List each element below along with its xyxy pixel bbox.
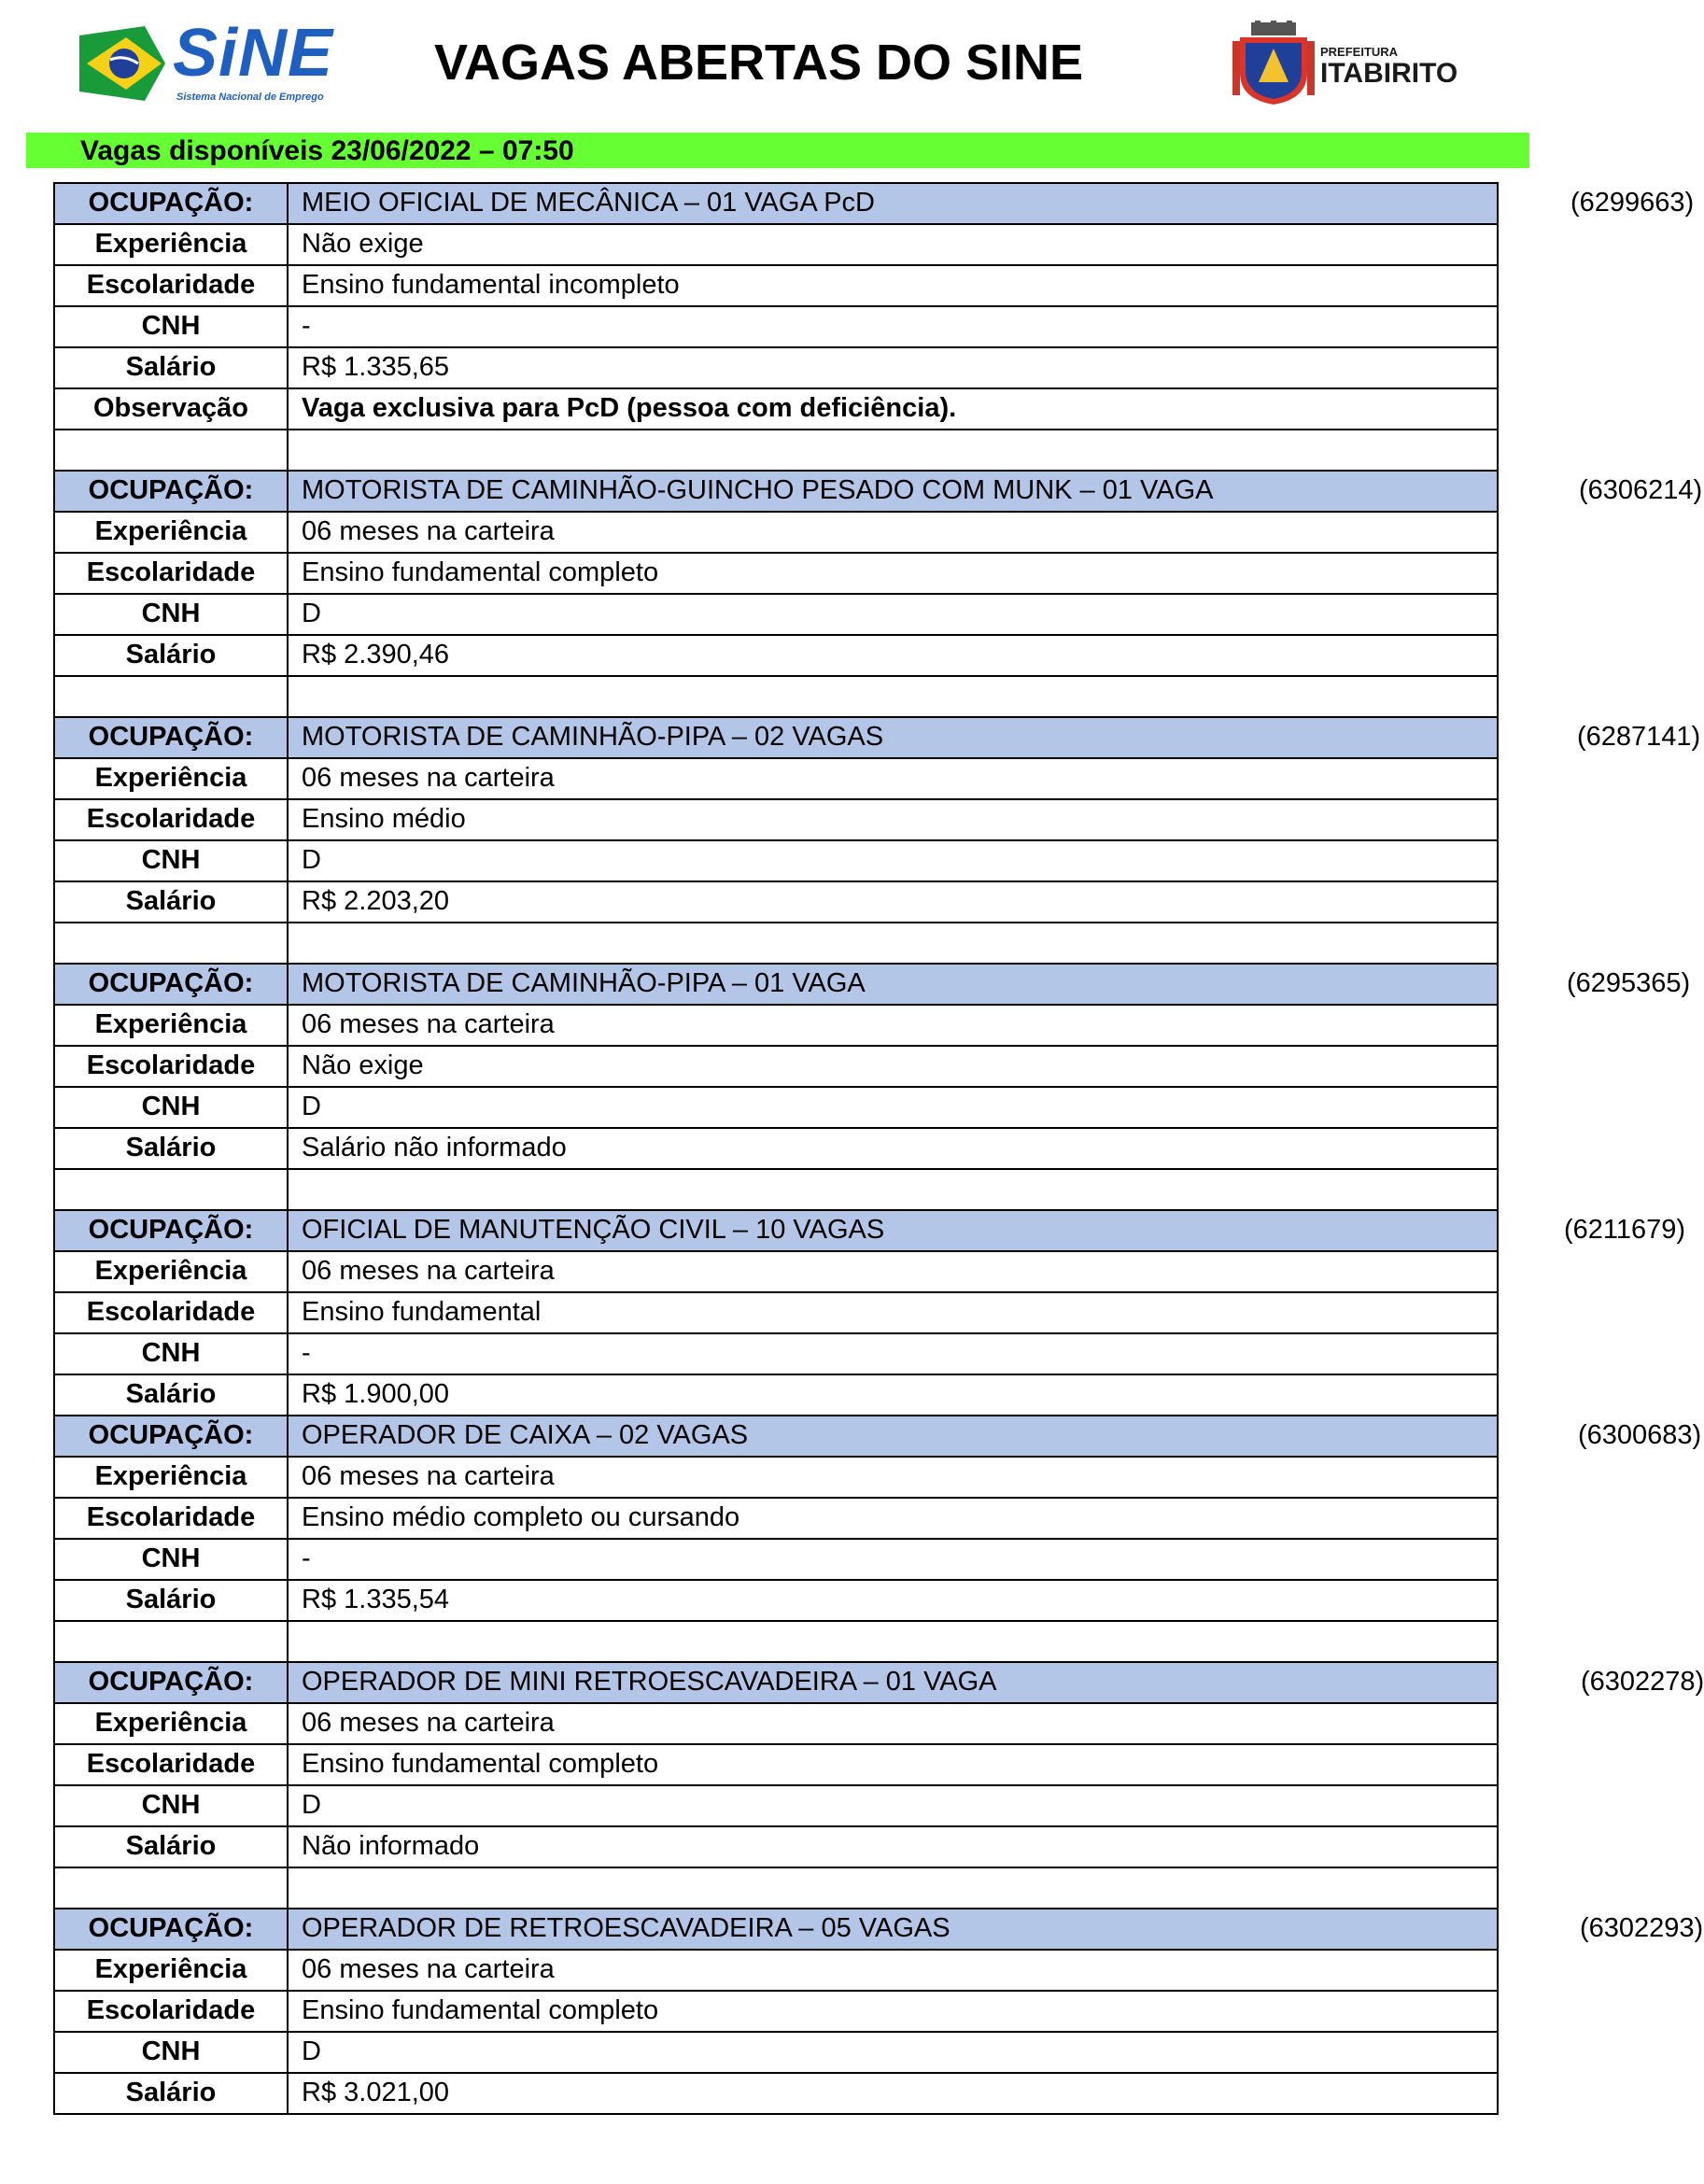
education-value: Ensino fundamental completo <box>302 1749 659 1779</box>
salary-label: Salário <box>55 636 289 675</box>
salary-value: R$ 1.900,00 <box>302 1379 450 1409</box>
education-label: Escolaridade <box>55 1047 289 1086</box>
education-value: Ensino fundamental completo <box>302 1995 659 2025</box>
license-label: CNH <box>55 2033 289 2072</box>
occupation-label: OCUPAÇÃO: <box>55 1663 289 1702</box>
sine-logo-text: SiNE <box>173 16 334 91</box>
job-occupation-row <box>55 184 1695 225</box>
salary-label: Salário <box>55 1581 289 1620</box>
education-value: Ensino médio <box>302 804 466 834</box>
education-label: Escolaridade <box>55 1745 289 1784</box>
spacer-row <box>55 1868 1497 1909</box>
prefeitura-logo <box>1232 21 1466 106</box>
spacer-row <box>55 923 1497 965</box>
education-row <box>55 554 1497 595</box>
experience-label: Experiência <box>55 1252 289 1291</box>
license-row <box>55 2033 1497 2074</box>
education-row <box>55 1992 1497 2033</box>
occupation-label: OCUPAÇÃO: <box>55 1909 289 1949</box>
salary-label: Salário <box>55 348 289 387</box>
experience-label: Experiência <box>55 1458 289 1497</box>
occupation-title <box>289 1416 1702 1456</box>
education-row <box>55 1047 1497 1088</box>
license-label: CNH <box>55 1334 289 1374</box>
job-code: (6295365) <box>1567 968 1691 998</box>
salary-value: R$ 2.390,46 <box>302 640 450 669</box>
license-value: - <box>302 311 311 341</box>
experience-value: 06 meses na carteira <box>302 516 555 546</box>
observation-row <box>55 389 1497 430</box>
occupation-title-text: MOTORISTA DE CAMINHÃO-PIPA – 02 VAGAS <box>302 722 884 752</box>
education-label: Escolaridade <box>55 800 289 839</box>
salary-label: Salário <box>55 2074 289 2113</box>
license-row <box>55 1088 1497 1129</box>
job-code: (6302293) <box>1580 1913 1704 1943</box>
occupation-title-text: MOTORISTA DE CAMINHÃO-PIPA – 01 VAGA <box>302 968 866 998</box>
job-code: (6302278) <box>1581 1667 1704 1697</box>
job-code: (6211679) <box>1564 1215 1686 1245</box>
education-value: Não exige <box>302 1050 424 1080</box>
experience-label: Experiência <box>55 1704 289 1743</box>
salary-value: R$ 1.335,54 <box>302 1585 450 1614</box>
date-banner <box>26 133 1529 168</box>
experience-value: 06 meses na carteira <box>302 1009 555 1039</box>
job-occupation-row <box>55 965 1691 1006</box>
license-value: D <box>302 1092 321 1121</box>
license-row <box>55 1786 1497 1827</box>
experience-value: 06 meses na carteira <box>302 1708 555 1738</box>
education-label: Escolaridade <box>55 1992 289 2031</box>
occupation-title-text: OPERADOR DE RETROESCAVADEIRA – 05 VAGAS <box>302 1913 951 1943</box>
salary-row <box>55 1827 1497 1868</box>
experience-label: Experiência <box>55 513 289 552</box>
salary-row <box>55 2074 1497 2115</box>
experience-value: 06 meses na carteira <box>302 1954 555 1984</box>
license-value: - <box>302 1543 311 1573</box>
experience-row <box>55 759 1497 800</box>
education-value: Ensino fundamental completo <box>302 557 659 587</box>
experience-row <box>55 1458 1497 1499</box>
sine-logo-subtitle: Sistema Nacional de Emprego <box>176 92 324 103</box>
occupation-label: OCUPAÇÃO: <box>55 184 289 223</box>
salary-value: Salário não informado <box>302 1133 567 1162</box>
city-name: ITABIRITO <box>1320 58 1458 89</box>
license-label: CNH <box>55 1540 289 1579</box>
education-label: Escolaridade <box>55 1499 289 1538</box>
salary-row <box>55 1581 1497 1622</box>
occupation-title-text: MEIO OFICIAL DE MECÂNICA – 01 VAGA PcD <box>302 188 875 218</box>
spacer-row <box>55 430 1497 472</box>
salary-row <box>55 1129 1497 1170</box>
license-value: D <box>302 599 321 628</box>
license-value: - <box>302 1338 311 1368</box>
occupation-label: OCUPAÇÃO: <box>55 1416 289 1456</box>
page-title: VAGAS ABERTAS DO SINE <box>434 35 1084 91</box>
education-value: Ensino fundamental <box>302 1297 542 1327</box>
license-label: CNH <box>55 595 289 634</box>
occupation-title-text: MOTORISTA DE CAMINHÃO-GUINCHO PESADO COM MUNK – 01 VAGA <box>302 475 1214 505</box>
salary-row <box>55 636 1497 677</box>
experience-value: Não exige <box>302 229 424 259</box>
observation-label: Observação <box>55 389 289 429</box>
brazil-flag-icon <box>79 26 165 101</box>
salary-value: R$ 2.203,20 <box>302 886 450 916</box>
salary-row <box>55 1375 1497 1416</box>
salary-value: R$ 1.335,65 <box>302 352 450 382</box>
license-row <box>55 841 1497 882</box>
experience-label: Experiência <box>55 1006 289 1045</box>
jobs-table <box>53 182 1704 2115</box>
salary-value: R$ 3.021,00 <box>302 2078 450 2107</box>
city-crest-icon <box>1232 21 1315 106</box>
education-row <box>55 266 1497 307</box>
occupation-label: OCUPAÇÃO: <box>55 1211 289 1250</box>
license-label: CNH <box>55 841 289 881</box>
education-label: Escolaridade <box>55 554 289 593</box>
occupation-title-text: OPERADOR DE CAIXA – 02 VAGAS <box>302 1420 749 1450</box>
spacer-row <box>55 1170 1497 1211</box>
occupation-title-text: OPERADOR DE MINI RETROESCAVADEIRA – 01 VAGA <box>302 1667 997 1697</box>
salary-label: Salário <box>55 882 289 922</box>
sine-logo <box>79 16 341 106</box>
spacer-row <box>55 1622 1497 1663</box>
salary-row <box>55 348 1497 389</box>
occupation-label: OCUPAÇÃO: <box>55 718 289 757</box>
experience-label: Experiência <box>55 225 289 264</box>
spacer-row <box>55 677 1497 718</box>
experience-label: Experiência <box>55 759 289 798</box>
education-value: Ensino médio completo ou cursando <box>302 1502 740 1532</box>
occupation-title <box>289 1211 1686 1250</box>
occupation-title <box>289 718 1701 757</box>
license-row <box>55 1334 1497 1375</box>
job-occupation-row <box>55 1416 1702 1458</box>
occupation-title <box>289 965 1691 1004</box>
license-label: CNH <box>55 1786 289 1825</box>
license-value: D <box>302 845 321 875</box>
license-row <box>55 595 1497 636</box>
occupation-title <box>289 184 1695 223</box>
license-row <box>55 1540 1497 1581</box>
salary-label: Salário <box>55 1129 289 1168</box>
job-occupation-row <box>55 1909 1704 1951</box>
occupation-title <box>289 1663 1704 1702</box>
date-banner-text: Vagas disponíveis 23/06/2022 – 07:50 <box>80 135 574 166</box>
occupation-title-text: OFICIAL DE MANUTENÇÃO CIVIL – 10 VAGAS <box>302 1215 885 1245</box>
education-row <box>55 800 1497 841</box>
license-row <box>55 307 1497 348</box>
license-value: D <box>302 2036 321 2066</box>
salary-value: Não informado <box>302 1831 480 1861</box>
job-code: (6287141) <box>1577 722 1701 752</box>
job-occupation-row <box>55 1663 1704 1704</box>
experience-row <box>55 225 1497 266</box>
job-occupation-row <box>55 472 1703 513</box>
license-label: CNH <box>55 307 289 346</box>
experience-row <box>55 1006 1497 1047</box>
observation-value: Vaga exclusiva para PcD (pessoa com deficiência). <box>302 393 957 423</box>
experience-row <box>55 1951 1497 1992</box>
job-occupation-row <box>55 718 1701 759</box>
experience-value: 06 meses na carteira <box>302 1256 555 1286</box>
occupation-label: OCUPAÇÃO: <box>55 965 289 1004</box>
license-label: CNH <box>55 1088 289 1127</box>
experience-value: 06 meses na carteira <box>302 763 555 793</box>
occupation-title <box>289 1909 1704 1949</box>
salary-label: Salário <box>55 1375 289 1415</box>
experience-value: 06 meses na carteira <box>302 1461 555 1491</box>
salary-row <box>55 882 1497 923</box>
job-code: (6306214) <box>1579 475 1703 505</box>
job-occupation-row <box>55 1211 1686 1252</box>
experience-row <box>55 1704 1497 1745</box>
experience-row <box>55 1252 1497 1293</box>
occupation-title <box>289 472 1703 511</box>
education-label: Escolaridade <box>55 1293 289 1332</box>
occupation-label: OCUPAÇÃO: <box>55 472 289 511</box>
job-code: (6300683) <box>1578 1420 1702 1450</box>
job-code: (6299663) <box>1570 188 1695 218</box>
license-value: D <box>302 1790 321 1820</box>
education-row <box>55 1499 1497 1540</box>
experience-row <box>55 513 1497 554</box>
page-header <box>0 0 1544 131</box>
education-row <box>55 1293 1497 1334</box>
education-row <box>55 1745 1497 1786</box>
education-label: Escolaridade <box>55 266 289 305</box>
prefeitura-label: PREFEITURA <box>1320 45 1399 59</box>
education-value: Ensino fundamental incompleto <box>302 270 680 300</box>
experience-label: Experiência <box>55 1951 289 1990</box>
salary-label: Salário <box>55 1827 289 1867</box>
